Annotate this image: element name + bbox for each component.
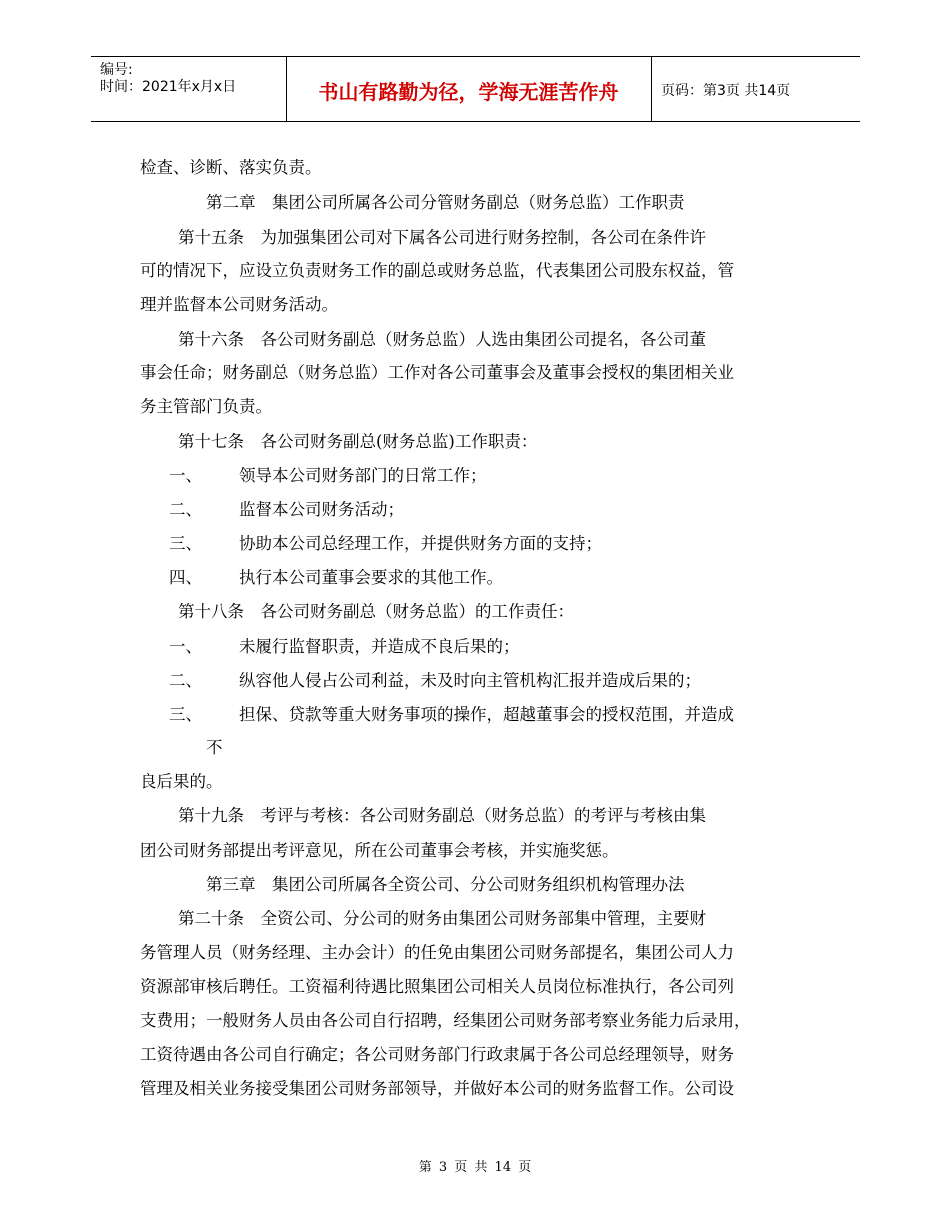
paragraph-line: 理并监督本公司财务活动。: [140, 295, 338, 314]
paragraph-line: 可的情况下，应设立负责财务工作的副总或财务总监，代表集团公司股东权益，管: [140, 261, 734, 280]
list-item: [169, 705, 734, 725]
header-motto: 书山有路勤为径，学海无涯苦作舟: [318, 80, 619, 104]
list-item: [169, 637, 520, 657]
list-number: 一、: [169, 637, 202, 656]
list-number: 二、: [169, 500, 202, 519]
paragraph-line: 资源部审核后聘任。工资福利待遇比照集团公司相关人员岗位标准执行，各公司列: [140, 977, 734, 996]
header-divider-right: [651, 56, 652, 121]
list-number: 二、: [169, 671, 202, 690]
list-number: 四、: [169, 568, 202, 587]
list-text: 执行本公司董事会要求的其他工作。: [239, 568, 503, 587]
paragraph-line: 支费用；一般财务人员由各公司自行招聘，经集团公司财务部考察业务能力后录用，: [140, 1011, 751, 1030]
list-item: [169, 534, 602, 554]
list-item: [169, 500, 404, 520]
chapter-heading: 第二章 集团公司所属各公司分管财务副总（财务总监）工作职责: [206, 193, 685, 212]
paragraph-line: 务主管部门负责。: [140, 397, 272, 416]
paragraph-line: 第二十条 全资公司、分公司的财务由集团公司财务部集中管理，主要财: [178, 909, 706, 928]
list-item: [169, 568, 503, 588]
date-line: 时间：2021年x月x日: [100, 79, 237, 95]
list-number: 三、: [169, 534, 202, 553]
page-footer: 第 3 页 共 14 页: [418, 1160, 532, 1175]
list-number: 一、: [169, 466, 202, 485]
paragraph-line: 管理及相关业务接受集团公司财务部领导，并做好本公司的财务监督工作。公司设: [140, 1079, 734, 1098]
paragraph-line: 第十五条 为加强集团公司对下属各公司进行财务控制，各公司在条件许: [178, 228, 706, 247]
list-text: 监督本公司财务活动；: [239, 500, 404, 519]
header-page-info: 页码：第3页 共14页: [661, 83, 791, 99]
paragraph-line: 不: [206, 738, 223, 757]
list-item: [169, 466, 487, 486]
serial-label: 编号:: [100, 62, 133, 78]
header-top-rule: [91, 56, 860, 57]
paragraph-line: 良后果的。: [140, 772, 223, 791]
list-item: [169, 671, 701, 691]
list-text: 协助本公司总经理工作，并提供财务方面的支持；: [239, 534, 602, 553]
paragraph-line: 第十九条 考评与考核：各公司财务副总（财务总监）的考评与考核由集: [178, 806, 706, 825]
chapter-heading: 第三章 集团公司所属各全资公司、分公司财务组织机构管理办法: [206, 875, 685, 894]
list-text: 领导本公司财务部门的日常工作；: [239, 466, 487, 485]
header-bottom-rule: [91, 121, 860, 122]
paragraph-line: 工资待遇由各公司自行确定；各公司财务部门行政隶属于各公司总经理领导，财务: [140, 1045, 734, 1064]
paragraph-line: 第十八条 各公司财务副总（财务总监）的工作责任：: [178, 602, 574, 621]
paragraph-line: 第十七条 各公司财务副总(财务总监)工作职责：: [178, 432, 538, 451]
list-text: 纵容他人侵占公司利益，未及时向主管机构汇报并造成后果的；: [239, 671, 701, 690]
list-text: 担保、贷款等重大财务事项的操作，超越董事会的授权范围，并造成: [239, 705, 734, 724]
paragraph-line: 团公司财务部提出考评意见，所在公司董事会考核，并实施奖惩。: [140, 841, 619, 860]
paragraph-line: 检查、诊断、落实负责。: [140, 158, 322, 177]
list-text: 未履行监督职责，并造成不良后果的；: [239, 637, 520, 656]
list-number: 三、: [169, 705, 202, 724]
paragraph-line: 事会任命；财务副总（财务总监）工作对各公司董事会及董事会授权的集团相关业: [140, 363, 734, 382]
header-meta: [100, 62, 236, 96]
paragraph-line: 务管理人员（财务经理、主办会计）的任免由集团公司财务部提名，集团公司人力: [140, 943, 734, 962]
paragraph-line: 第十六条 各公司财务副总（财务总监）人选由集团公司提名，各公司董: [178, 330, 706, 349]
